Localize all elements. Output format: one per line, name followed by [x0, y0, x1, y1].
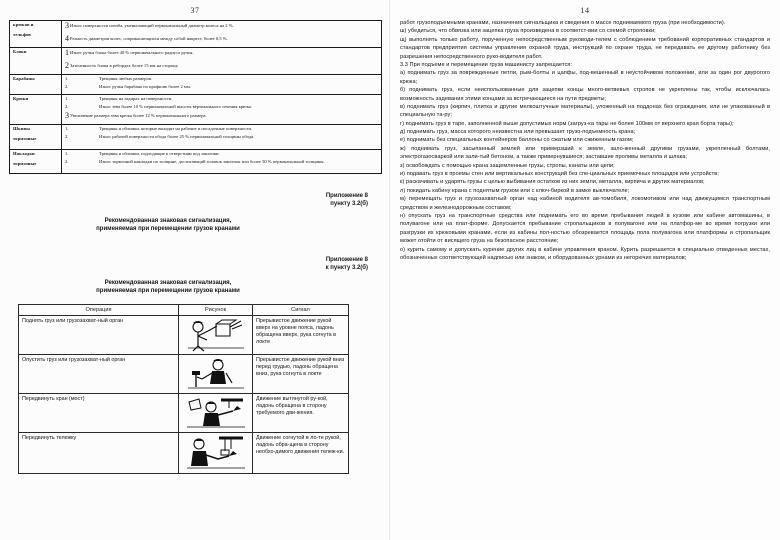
criteria-list [65, 126, 379, 139]
appendix-ref-line-2: к пункту 3.2(б) [325, 264, 368, 271]
item-number: 2. [65, 134, 69, 140]
category-label-line2: тельфов [13, 32, 31, 38]
item-text: Разность диаметров колес, соприкасающихся между собой накрест, более 0,5 %. [70, 35, 228, 41]
body-paragraph: ж) поднимать груз, засыпанный землей или примерзший к земле, зало-женный другими грузами, укрепленный болтами, электрогазосваркой или зали-тый бетоном, а также привернувшиеся; заставшие проливы металла и шлака; [400, 145, 770, 161]
table-row [19, 354, 349, 393]
item-text: Износ ручья барабана по профилю более 2 мм. [99, 83, 191, 89]
criteria-cell [62, 95, 382, 125]
appendix-reference [8, 192, 368, 208]
item-number: 2. [65, 104, 69, 110]
table-row [10, 47, 382, 74]
item-text: Увеличение размера зева крюка более 12 % первоначального размера. [70, 113, 207, 119]
signalman-arm-up-figure-icon [182, 318, 249, 352]
criteria-list [65, 151, 379, 164]
right-scanned-page [390, 0, 780, 540]
column-header-picture: Рисунок [179, 304, 253, 315]
category-label-line1: крюков и [13, 22, 34, 27]
body-paragraph: о) курить самому и допускать курение других лиц в кабине управления краном. Курить разрешается в специально отведенных местах, обозначенных соответствующей надписью или знаком, и оборудованных урнами из негорючих материалов; [400, 246, 770, 261]
item-text: Заточенность блока в ребордах более 15 мм на сторону. [70, 62, 179, 68]
signal-cell: Движение вытянутой ру-кой, ладонь обращена в сторону требуемого дви-жения. [253, 393, 349, 432]
criteria-list [65, 76, 379, 89]
criteria-item [65, 76, 379, 81]
category-cell [10, 21, 62, 48]
appendix-title-line-1: Рекомендованная знаковая сигнализация, [104, 218, 232, 225]
criteria-cell [62, 47, 382, 74]
left-page-folio: 37 [190, 6, 200, 15]
criteria-item [65, 126, 379, 131]
appendix-title [8, 217, 368, 234]
body-paragraph: щ) выполнять только работу, порученную непосредственным руководи-телем с соблюдением требований корпоративных стандартов и стандартов предприятия системы управления охраной труда, инструкций по охране труда, не передавать ее другому работнику без разрешения непосредственного руко-водителя работ. [400, 36, 770, 60]
category-label-line1: Накладки [13, 150, 35, 156]
appendix-ref-line-1: Приложение 8 [325, 192, 368, 199]
right-page-folio: 14 [580, 6, 590, 15]
body-paragraph: г) поднимать груз в таре, заполненной выше допустимых норм (загруз-ка тары не более 100мм от верхнего края борта тары); [400, 120, 734, 127]
item-text: Износ рабочей поверхности обода более 25 % первоначальной толщины обода. [99, 134, 255, 140]
column-header-signal: Сигнал [253, 304, 349, 315]
category-label: Крюки [13, 96, 29, 102]
criteria-item [65, 151, 379, 156]
table-row [10, 95, 382, 125]
picture-cell [179, 393, 253, 432]
table-header-row [19, 304, 349, 315]
criteria-item [65, 49, 379, 58]
operation-cell: Передвинуть кран (мост) [19, 393, 179, 432]
appendix-title-line-2: применяемая при перемещении грузов кранами [96, 288, 240, 295]
appendix-title [8, 279, 368, 296]
body-paragraph: д) поднимать груз, масса которого неизвестна или превышает грузо-подъемность крана; [400, 129, 636, 136]
operation-cell: Поднять груз или грузозахват-ный орган [19, 315, 179, 354]
category-cell [10, 149, 62, 173]
body-paragraph: к) раскачивать и ударять грузы с целью выбивания остатков из них земли, металла, кирпича и других материалов; [400, 179, 705, 186]
criteria-item [65, 104, 379, 109]
criteria-cell [62, 74, 382, 94]
body-paragraph: 3.3 При подъеме и перемещении груза машинисту запрещается: [400, 61, 572, 68]
wear-criteria-table [9, 20, 382, 174]
item-number: 2. [65, 83, 69, 89]
body-paragraph: м) перемещать груз и грузозахватный орган над кабиной водителя ав-томобиля, локомотивом или над движущимся транспортным средством и железнодорожным составом; [400, 196, 770, 211]
signal-cell: Прерывистое движение рукой вверх на уровне пояса, ладонь обращена вверх, рука согнута в локте [253, 315, 349, 354]
criteria-item [65, 159, 379, 164]
column-header-operation: Операция [19, 304, 179, 315]
category-label-line2: тормозные [13, 136, 37, 142]
item-number: 1 [65, 48, 69, 57]
appendix-heading-second [8, 256, 382, 296]
body-paragraph: ш) убедиться, что обвязка или зацепка груза произведена в соответст-вии со схемой строповки; [400, 28, 656, 35]
item-text: Трещины любых размеров. [99, 75, 153, 81]
signalman-arm-down-figure-icon [182, 357, 249, 391]
item-text: Износ ручья блока более 40 % первоначального радиуса ручья. [70, 49, 194, 55]
body-paragraph: а) поднимать груз за поврежденные петли, рым-болты и цапфы, под-вешенный в неустойчивом положении, или за один рог двурогого крюка; [400, 70, 770, 85]
item-number: 1. [65, 75, 69, 81]
item-text: Трещины и обломки, которые выходят на рабочие и посадочные поверхности. [99, 126, 253, 132]
wear-criteria-body [10, 21, 382, 174]
picture-cell [179, 315, 253, 354]
criteria-item [65, 22, 379, 31]
hand-signals-body [19, 315, 349, 473]
picture-cell [179, 432, 253, 473]
body-paragraph: и) подавать груз в проемы стен или вертикальных конструкций без спе-циальных приемочных площадок или устройств; [400, 171, 719, 178]
table-row [19, 432, 349, 473]
signal-cell: Прерывистое движение рукой вниз перед грудью, ладонь обращена вниз, рука согнута в локте [253, 354, 349, 393]
category-label: Блоки [13, 48, 27, 54]
item-text: Износ зева более 10 % первоначальной высоты вертикального сечения крюка. [99, 104, 252, 110]
criteria-cell [62, 149, 382, 173]
table-row [19, 393, 349, 432]
criteria-item [65, 62, 379, 71]
criteria-item [65, 134, 379, 139]
item-number: 1. [65, 126, 69, 132]
item-number: 2 [65, 61, 69, 70]
criteria-item [65, 35, 379, 44]
body-paragraph: н) опускать груз на транспортные средства или поднимать его во время пребывания людей в кузове или кабине автомашины, в полувагоне или на плат-форме. Допускается пребывание стропальщиков в полувагоне или на платфор-ме во время погрузки или разгрузки их крюковыми кранами, если из кабины пол-ностью обозревается площадь пола полувагона или платформы и стропальщик может отойти от висящего груза на безопасное расстояние; [400, 212, 770, 245]
criteria-item [65, 84, 379, 89]
appendix-heading-first [8, 192, 382, 234]
item-number: 2. [65, 158, 69, 164]
appendix-title-line-1: Рекомендованная знаковая сигнализация, [104, 280, 232, 287]
body-paragraph: е) поднимать без специальных контейнеров баллоны со сжатым или сжиженным газом; [400, 137, 634, 144]
category-label-line1: Шкивы [13, 126, 30, 132]
item-number: 1. [65, 96, 69, 102]
criteria-item [65, 96, 379, 101]
table-row [10, 74, 382, 94]
category-cell [10, 47, 62, 74]
operation-cell: Опустить груз или грузозахват-ный орган [19, 354, 179, 393]
item-number: 1. [65, 150, 69, 156]
criteria-cell [62, 125, 382, 149]
table-row [19, 315, 349, 354]
table-row [10, 125, 382, 149]
criteria-cell [62, 21, 382, 48]
criteria-list [65, 96, 379, 121]
item-text: Износ тормозной накладки по толщине, достигающий головок заклепок или более 50 % первоначальной толщины. [99, 158, 325, 164]
category-cell [10, 74, 62, 94]
appendix-title-line-2: применяемая при перемещении грузов кранами [96, 226, 240, 233]
body-paragraph: з) освобождать с помощью крана защемленные грузы, стропы, канаты или цепи; [400, 162, 615, 169]
body-paragraph: работ грузоподъемными кранами, назначения сигнальщика и сведения о массе поднимаемого груза (при необходимости). [400, 20, 726, 26]
appendix-reference [8, 256, 368, 272]
item-text: Трещины на задирах на поверхности. [99, 96, 173, 102]
item-text: Трещины и обломки, подходящие к отверстиям под заклепки. [99, 150, 220, 156]
picture-cell [179, 354, 253, 393]
item-number: 4 [65, 34, 69, 43]
appendix-ref-line-2: пункту 3.2(б) [330, 200, 368, 207]
hand-signals-table [18, 304, 349, 474]
signalman-arm-bent-figure-icon [182, 435, 249, 471]
item-number: 3 [65, 112, 69, 121]
body-paragraph: б) поднимать груз, если неиспользованные для зацепки концы много-ветвевых стропов не укреплены так, чтобы исключалась возможность задевания этими концами за встречающиеся на пути предметы; [400, 87, 770, 102]
body-paragraph: в) поднимать груз (кирпич, плитка и другие мелкоштучные материалы), уложенный на поддонах без ограждения, или не упакованный в специальную та-ру; [400, 103, 770, 119]
category-label: Барабаны [13, 75, 35, 81]
signalman-arm-extended-figure-icon [182, 396, 249, 430]
body-paragraph: л) покидать кабину крана с поднятым грузом или с ключ-биркой в замке выключателе; [400, 187, 630, 194]
operation-cell: Передвинуть тележку [19, 432, 179, 473]
item-number: 3 [65, 22, 69, 30]
category-label-line2: тормозные [13, 160, 37, 166]
table-row [10, 149, 382, 173]
table-row [10, 21, 382, 48]
item-text: Износ поверхности изгиба, уменьшающий первоначальный диаметр колеса на 2 %. [70, 23, 234, 28]
signal-cell: Движение согнутой в ло-те рукой, ладонь обра-щена в сторону необхо-димого движения тележ-ки. [253, 432, 349, 473]
appendix-ref-line-1: Приложение 8 [325, 256, 368, 263]
category-cell [10, 125, 62, 149]
category-cell [10, 95, 62, 125]
hand-signals-header [19, 304, 349, 315]
criteria-item [65, 112, 379, 121]
